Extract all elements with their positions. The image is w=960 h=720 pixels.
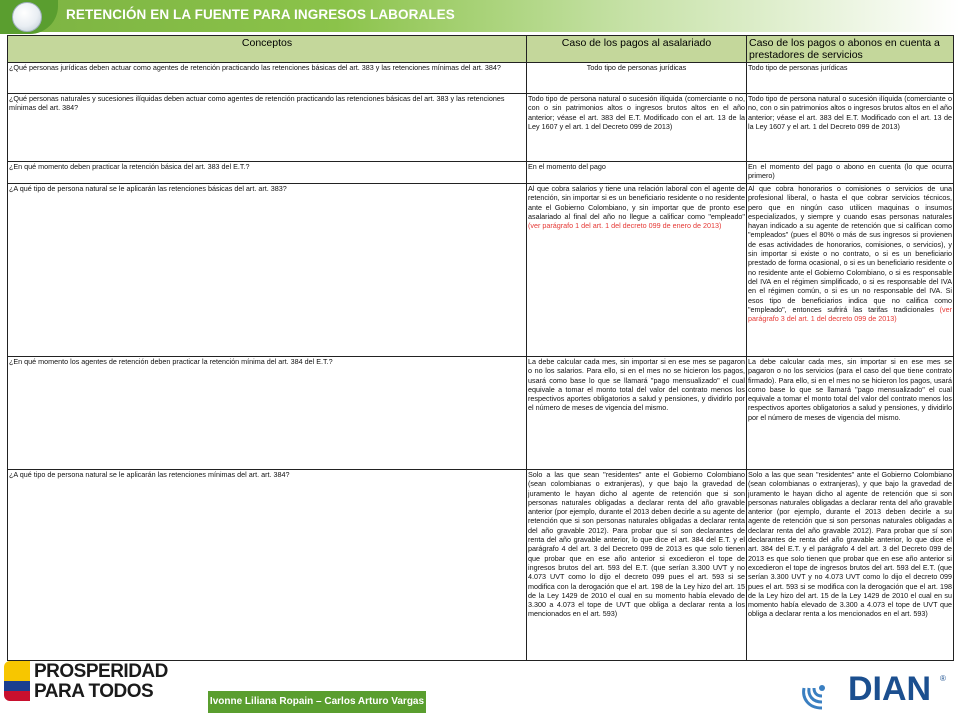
registered-mark: ® xyxy=(940,674,946,683)
asalariado-cell: La debe calcular cada mes, sin importar si en ese mes se pagaron o no los salarios. Para ello, si en el mes no se hicieron los pagos, usará como base lo que se llamará "pago mensualizado" el cual equivale a tomar el monto total del valor del contrato menos los respectivos aportes obligatorios a salud y pensiones, y dividirlo por el número de meses de vigencia del mismo. xyxy=(527,357,747,470)
colombia-flag-icon xyxy=(4,661,30,701)
table-row xyxy=(8,470,954,661)
prestadores-cell: En el momento del pago o abono en cuenta (lo que ocurra primero) xyxy=(747,162,954,184)
concept-cell: ¿A qué tipo de persona natural se le aplicarán las retenciones mínimas del art. art. 384? xyxy=(8,470,527,661)
author-credit: Ivonne Liliana Ropain – Carlos Arturo Vargas xyxy=(208,691,426,713)
table-header-row xyxy=(8,36,954,63)
column-header-asalariado: Caso de los pagos al asalariado xyxy=(527,36,747,63)
dian-logo-text: DIAN xyxy=(848,670,932,708)
table-row xyxy=(8,357,954,470)
concept-cell: ¿En qué momento los agentes de retención deben practicar la retención mínima del art. 384 del E.T.? xyxy=(8,357,527,470)
prestadores-cell: La debe calcular cada mes, sin importar si en ese mes se pagaron o no los servicios (para el caso del que tiene contrato firmado). Para ello, si en el mes no se hicieron los pagos, usará como base lo que se llamará "pago mensualizado" el cual equivale a tomar el monto total del valor del contrato menos los respectivos aportes obligatorios a salud y pensiones, y dividirlo por el número de meses de vigencia del mismo. xyxy=(747,357,954,470)
column-header-prestadores: Caso de los pagos o abonos en cuenta a prestadores de servicios xyxy=(747,36,954,63)
header-circle-icon xyxy=(12,2,42,32)
table-row xyxy=(8,184,954,357)
asalariado-cell: Solo a las que sean "residentes" ante el Gobierno Colombiano (sean colombianas o extranjeras), y que bajo la gravedad de juramento le hayan dicho al agente de retención que si son personas naturales obligadas a declarar renta del año gravable anterior (por ejemplo, durante el 2013 deben decirle a su agente de retención que si son personas naturales obligadas a declarar renta del año gravable 2012). Para probar que sí son declarantes de renta del año gravable anterior, lo que dice el art. 384 del E.T. y el parágrafo 4 del art. 3 del Decreto 099 de 2013 es que solo tienen que probar que en ese año anterior si excedieron el tope de ingresos brutos del art. 593 del E.T. (que serían 3.300 UVT y no 4.073 UVT como lo dijo el decreto 099 pues el art. 593 si se modifica con la derogación que el art. 198 de la Ley hizo del art. 15 de la Ley 1429 de 2010 el cual en su momento había elevado de 3.300 a 4.073 el tope de UVT que obliga a declarar renta a los mencionados en el art. 593) xyxy=(527,470,747,661)
asalariado-cell: Todo tipo de persona natural o sucesión ilíquida (comerciante o no, con o sin patrimonios altos o ingresos brutos altos en el año anterior; véase el art. 383 del E.T. Modificado con el art. 13 de la Ley 1607 y el art. 1 del Decreto 099 de 2013) xyxy=(527,94,747,162)
prestadores-cell: Solo a las que sean "residentes" ante el Gobierno Colombiano (sean colombianas o extranjeras), y que bajo la gravedad de juramento le hayan dicho al agente de retención que si son personas naturales obligadas a declarar renta del año gravable anterior (por ejemplo, durante el 2013 deben decirle a su agente de retención que si son personas naturales obligadas a declarar renta del año gravable 2012). Para probar que sí son declarantes de renta del año gravable anterior, lo que dice el art. 384 del E.T. y el parágrafo 4 del art. 3 del Decreto 099 de 2013 es que solo tienen que probar que en ese año anterior si excedieron el tope de ingresos brutos del art. 593 del E.T. (que serían 3.300 UVT y no 4.073 UVT como lo dijo el decreto 099 pues el art. 593 si se modifica con la derogación que el art. 198 de la Ley hizo del art. 15 de la Ley 1429 de 2010 el cual en su momento había elevado de 3.300 a 4.073 el tope de UVT que obliga a declarar renta a los mencionados en el art. 593) xyxy=(747,470,954,661)
concept-cell: ¿En qué momento deben practicar la retención básica del art. 383 del E.T.? xyxy=(8,162,527,184)
logo-text-line2: PARA TODOS xyxy=(34,681,154,702)
prosperidad-logo xyxy=(4,657,194,703)
page-title: RETENCIÓN EN LA FUENTE PARA INGRESOS LABORALES xyxy=(66,7,455,22)
table-row xyxy=(8,63,954,94)
concept-cell: ¿Qué personas jurídicas deben actuar como agentes de retención practicando las retenciones básicas del art. 383 y las retenciones mínimas del art. 384? xyxy=(8,63,527,94)
concept-cell: ¿Qué personas naturales y sucesiones ilíquidas deben actuar como agentes de retención practicando las retenciones básicas del art. 383 y las retenciones mínimas del art. 384? xyxy=(8,94,527,162)
prestadores-cell: Todo tipo de personas jurídicas xyxy=(747,63,954,94)
asalariado-text: Al que cobra salarios y tiene una relación laboral con el agente de retención, sin importar si es un beneficiario residente o no residente ante el Gobierno Colombiano, y sin importar que de pronto ese asalariado al final del año no llegue a calificar como "empleado" xyxy=(528,184,745,221)
column-header-conceptos: Conceptos xyxy=(8,36,527,63)
table-row xyxy=(8,94,954,162)
prestadores-cell xyxy=(747,184,954,357)
table-row xyxy=(8,162,954,184)
dian-logo xyxy=(800,668,950,712)
decree-reference: (ver parágrafo 1 del art. 1 del decreto 099 de enero de 2013) xyxy=(528,221,722,231)
prestadores-cell: Todo tipo de persona natural o sucesión ilíquida (comerciante o no, con o sin patrimonios altos o ingresos brutos altos en el año anterior; véase el art. 383 del E.T. Modificado con el art. 13 de la Ley 1607 y el art. 1 del Decreto 099 de 2013) xyxy=(747,94,954,162)
dian-emblem-icon xyxy=(800,668,846,712)
concept-cell: ¿A qué tipo de persona natural se le aplicarán las retenciones básicas del art. art. 383? xyxy=(8,184,527,357)
decree-reference: (ver parágrafo 3 del art. 1 del decreto 099 de 2013) xyxy=(748,304,953,324)
asalariado-cell: En el momento del pago xyxy=(527,162,747,184)
prestadores-text: Al que cobra honorarios o comisiones o servicios de una profesional liberal, o hasta el que cobrar servicios técnicos, pero que en ningún caso utilicen maquinas o insumos especializados, y siempre y cuando esas personas naturales hayan indicado a su agente de retención que si califican como "empleados" (pues el 80% o más de sus ingresos si provienen de esas actividades de honorarios, comisiones, o servicios), y sin importar si existe o no contrato, o si es un beneficiario prestado de forma ocasional, o si es un beneficiario residente o no residente ante el Gobierno Colombiano, o si es responsable del IVA en el régimen simplificado, o si es responsable del IVA en el régimen común, o si es un no responsable del IVA. Si esos tipo de beneficiarios indica que no califica como "empleado", entonces sufrirá las tarifas tradicionales xyxy=(748,184,952,314)
asalariado-cell: Todo tipo de personas jurídicas xyxy=(527,63,747,94)
retention-table xyxy=(7,35,953,661)
logo-text-line1: PROSPERIDAD xyxy=(34,661,168,682)
asalariado-cell xyxy=(527,184,747,357)
